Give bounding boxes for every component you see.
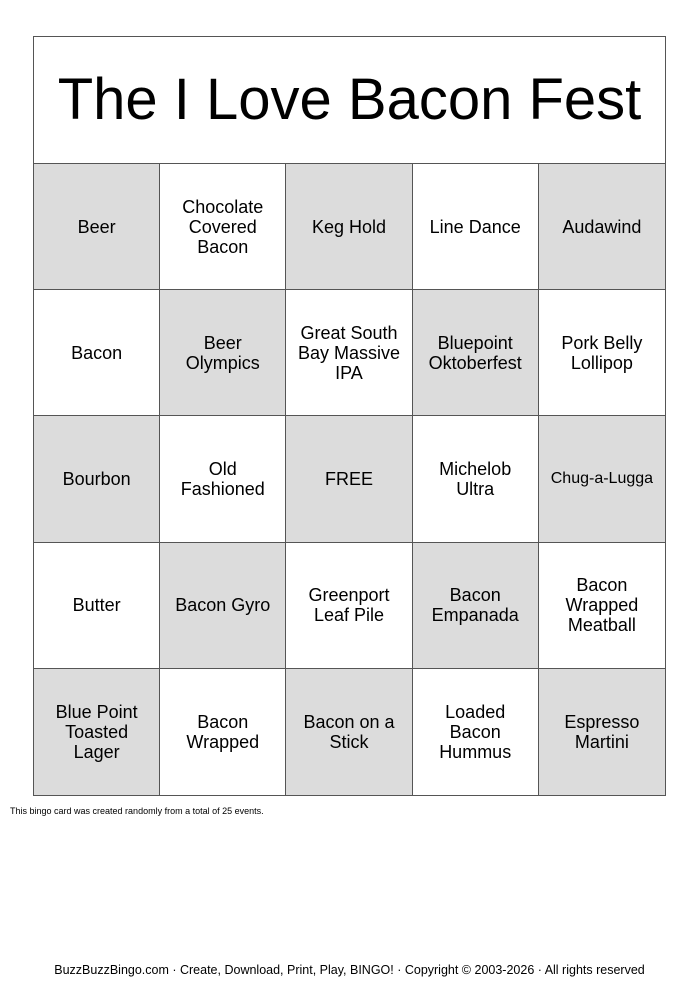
bingo-cell: Blue Point Toasted Lager bbox=[34, 669, 160, 795]
bingo-cell: Bacon Empanada bbox=[413, 543, 539, 669]
bingo-cell: Great South Bay Massive IPA bbox=[286, 290, 412, 416]
bingo-cell: Bacon Wrapped bbox=[160, 669, 286, 795]
bingo-cell: Greenport Leaf Pile bbox=[286, 543, 412, 669]
bingo-cell: Old Fashioned bbox=[160, 416, 286, 542]
bingo-cell: Keg Hold bbox=[286, 164, 412, 290]
bingo-cell: Bacon Wrapped Meatball bbox=[539, 543, 665, 669]
bingo-cell: Chug-a-Lugga bbox=[539, 416, 665, 542]
bingo-cell: Michelob Ultra bbox=[413, 416, 539, 542]
bingo-cell: Beer bbox=[34, 164, 160, 290]
bingo-cell: Espresso Martini bbox=[539, 669, 665, 795]
bingo-cell: Audawind bbox=[539, 164, 665, 290]
bingo-cell: Line Dance bbox=[413, 164, 539, 290]
bingo-cell: Bacon on a Stick bbox=[286, 669, 412, 795]
card-note: This bingo card was created randomly from a total of 25 events. bbox=[10, 806, 264, 816]
bingo-cell: Loaded Bacon Hummus bbox=[413, 669, 539, 795]
bingo-grid bbox=[34, 163, 665, 795]
bingo-cell: Chocolate Covered Bacon bbox=[160, 164, 286, 290]
bingo-cell: Bourbon bbox=[34, 416, 160, 542]
bingo-cell: Beer Olympics bbox=[160, 290, 286, 416]
bingo-cell: Bluepoint Oktoberfest bbox=[413, 290, 539, 416]
bingo-cell: Bacon bbox=[34, 290, 160, 416]
bingo-card bbox=[33, 36, 666, 796]
bingo-cell: Bacon Gyro bbox=[160, 543, 286, 669]
card-title: The I Love Bacon Fest bbox=[57, 66, 642, 132]
bingo-cell: Butter bbox=[34, 543, 160, 669]
free-space-cell: FREE bbox=[286, 416, 412, 542]
bingo-cell: Pork Belly Lollipop bbox=[539, 290, 665, 416]
page-footer: BuzzBuzzBingo.com · Create, Download, Print, Play, BINGO! · Copyright © 2003-2026 · All rights reserved bbox=[54, 963, 645, 977]
